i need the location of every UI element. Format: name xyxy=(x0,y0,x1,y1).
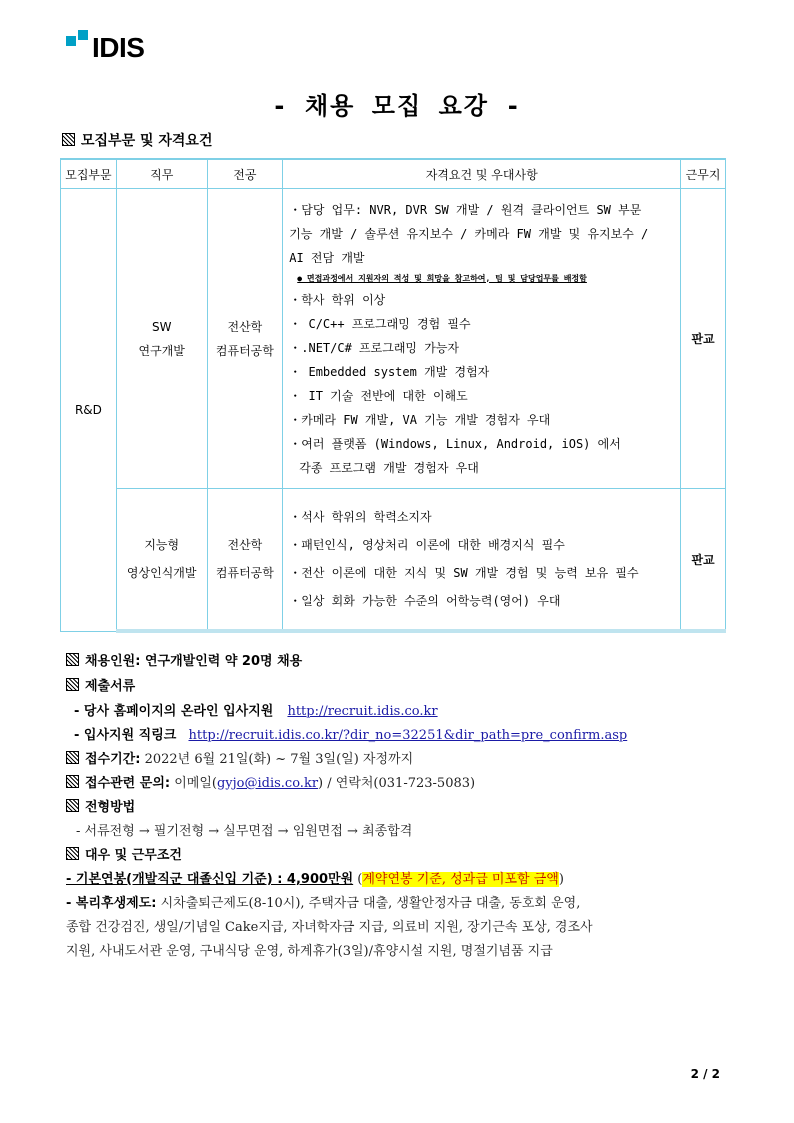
checkbox-bullet-icon xyxy=(62,133,75,146)
major-cell: 전산학 컴퓨터공학 xyxy=(207,489,283,632)
location-cell: 판교 xyxy=(681,489,726,632)
process-steps: - 서류전형 → 필기전형 → 실무면접 → 임원면접 → 최종합격 xyxy=(76,824,413,839)
docs-heading: 제출서류 xyxy=(66,675,135,694)
header-dept: 모집부문 xyxy=(61,159,117,189)
contact: 접수관련 문의: 이메일(gyjo@idis.co.kr) / 연락처(031-723-5083) xyxy=(66,772,475,791)
location-cell: 판교 xyxy=(681,189,726,489)
checkbox-bullet-icon xyxy=(66,751,79,764)
logo-mark xyxy=(66,30,88,52)
salary-note-highlight: 계약연봉 기준, 성과급 미포함 금액 xyxy=(362,872,559,887)
benefits-heading: 대우 및 근무조건 xyxy=(66,844,182,863)
direct-apply-link[interactable]: http://recruit.idis.co.kr/?dir_no=32251&dir_path=pre_confirm.asp xyxy=(188,728,628,743)
docs-online: - 당사 홈페이지의 온라인 입사지원 http://recruit.idis.co.kr xyxy=(74,704,438,719)
welfare: - 복리후생제도: 시차출퇴근제도(8-10시), 주택자금 대출, 생활안정자금 대출, 동호회 운영, xyxy=(66,896,581,911)
welfare-line-3: 지원, 사내도서관 운영, 구내식당 운영, 하계휴가(3일)/휴양시설 지원, 명절기념품 지급 xyxy=(66,944,553,959)
major-cell: 전산학 컴퓨터공학 xyxy=(207,189,283,489)
header-job: 직무 xyxy=(116,159,207,189)
checkbox-bullet-icon xyxy=(66,678,79,691)
dept-cell: R&D xyxy=(61,189,117,632)
section-qualifications-heading: 모집부문 및 자격요건 xyxy=(62,130,212,150)
job-cell: SW 연구개발 xyxy=(116,189,207,489)
contact-email-link[interactable]: gyjo@idis.co.kr xyxy=(216,776,319,791)
docs-direct: - 입사지원 직링크 http://recruit.idis.co.kr/?dir_no=32251&dir_path=pre_confirm.asp xyxy=(74,728,628,743)
header-major: 전공 xyxy=(207,159,283,189)
page-number: 2 / 2 xyxy=(690,1067,720,1081)
checkbox-bullet-icon xyxy=(66,799,79,812)
checkbox-bullet-icon xyxy=(66,653,79,666)
page-title: - 채용 모집 요강 - xyxy=(272,92,522,120)
headcount: 채용인원: 연구개발인력 약 20명 채용 xyxy=(66,650,302,669)
welfare-line-2: 종합 건강검진, 생일/기념일 Cake지급, 자녀학자금 지급, 의료비 지원, 장기근속 포상, 경조사 xyxy=(66,920,593,935)
salary: - 기본연봉(개발직군 대졸신입 기준) : 4,900만원 (계약연봉 기준, 성과급 미포함 금액) xyxy=(66,872,564,887)
idis-logo xyxy=(66,34,144,62)
checkbox-bullet-icon xyxy=(66,775,79,788)
header-qualifications: 자격요건 및 우대사항 xyxy=(283,159,681,189)
header-location: 근무지 xyxy=(681,159,726,189)
period: 접수기간: 2022년 6월 21일(화) ~ 7월 3일(일) 자정까지 xyxy=(66,748,413,767)
table-row xyxy=(61,189,726,489)
qualifications-cell: ・담당 업무: NVR, DVR SW 개발 / 원격 클라이언트 SW 부문 기능 개발 / 솔루션 유지보수 / 카메라 FW 개발 및 유지보수 / AI 전담 개발 ● 면접과정에서 지원자의 적성 및 희망을 참고하여, 팀 및 담당업무를 배정함 ・학사 학위 이상 ・ C/C++ 프로그래밍 경험 필수 ・.NET/C# 프로그래밍 가능자 ・ Embedded system 개발 경험자 ・ IT 기술 전반에 대한 이해도 ・카메라 FW 개발, VA 기능 개발 경험자 우대 ・여러 플랫폼 (Windows, Linux, Android, iOS) 에서 각종 프로그램 개발 경험자 우대 xyxy=(283,189,681,489)
job-cell: 지능형 영상인식개발 xyxy=(116,489,207,632)
logo-text: IDIS xyxy=(92,32,145,63)
table-row xyxy=(61,489,726,632)
requirements-table xyxy=(60,158,726,633)
qualifications-cell: ・석사 학위의 학력소지자 ・패턴인식, 영상처리 이론에 대한 배경지식 필수 ・전산 이론에 대한 지식 및 SW 개발 경험 및 능력 보유 필수 ・일상 회화 가능한 수준의 어학능력(영어) 우대 xyxy=(283,489,681,632)
checkbox-bullet-icon xyxy=(66,847,79,860)
table-header-row xyxy=(61,159,726,189)
recruit-site-link[interactable]: http://recruit.idis.co.kr xyxy=(287,704,438,719)
assignment-note: ● 면접과정에서 지원자의 적성 및 희망을 참고하여, 팀 및 담당업무를 배정함 xyxy=(297,273,587,283)
process-heading: 전형방법 xyxy=(66,796,135,815)
